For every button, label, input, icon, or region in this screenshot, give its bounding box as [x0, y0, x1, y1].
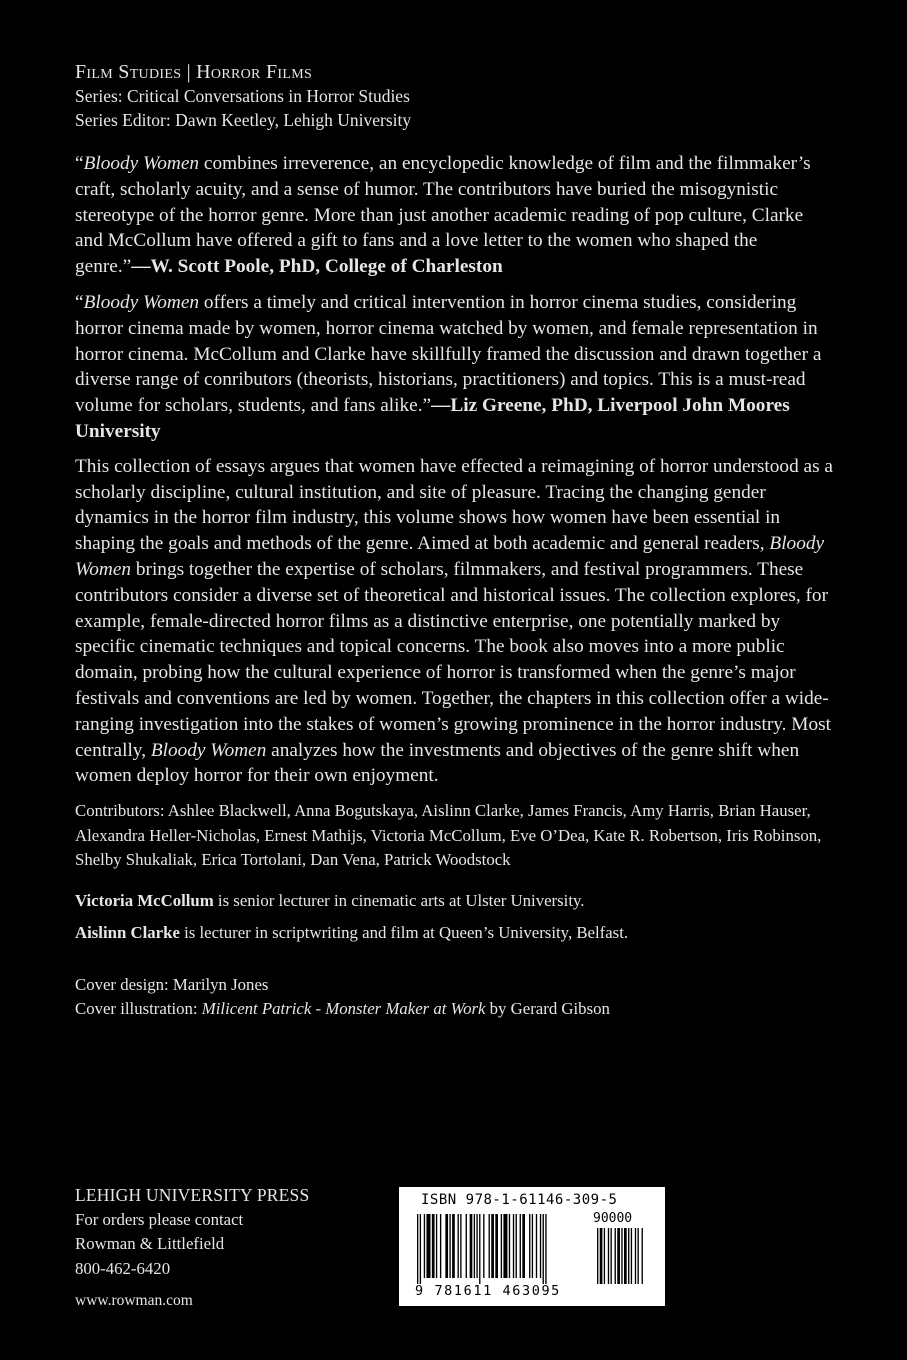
endorsement-quote-2: “Bloody Women offers a timely and critical intervention in horror cinema studies, considering horror cinema made by women, horror cinema watched by women, and female representation in horror cinema. McCollum and Clarke have skillfully framed the discussion and drawn together a diverse range of conributors (theorists, historians, practitioners) and topics. This is a must-read volume for scholars, students, and fans alike.”—Liz Greene, PhD, Liverpool John Moores University	[75, 291, 822, 442]
barcode-bar	[489, 1214, 490, 1278]
barcode-bar	[522, 1214, 525, 1278]
barcode-bar	[424, 1214, 425, 1278]
addon-bar	[628, 1228, 629, 1284]
barcode-bars	[417, 1214, 652, 1284]
barcode-bar	[545, 1214, 546, 1284]
addon-bar	[635, 1228, 636, 1284]
barcode-bar	[516, 1214, 517, 1278]
subject-category: Film Studies | Horror Films	[75, 61, 313, 83]
book-title: Bloody Women	[150, 739, 267, 761]
endorsement-quote-1: “Bloody Women combines irreverence, an encyclopedic knowledge of film and the filmmaker’s craft, scholarly acuity, and a sense of humor. The contributors have buried the misogynistic stereotype of the horror genre. More than just another academic reading of pop culture, Clarke and McCollum have offered a gift to fans and a love letter to the women who shaped the genre.”—W. Scott Poole, PhD, College of Charleston	[75, 153, 811, 278]
series-header	[75, 60, 835, 132]
addon-bar	[600, 1228, 603, 1284]
barcode-bar	[495, 1214, 498, 1278]
barcode-bar	[426, 1214, 430, 1278]
cover-design-credit: Cover design: Marilyn Jones	[75, 974, 269, 994]
addon-bar	[597, 1228, 598, 1284]
series-name: Series: Critical Conversations in Horror Studies	[75, 86, 410, 106]
back-cover-text	[75, 60, 835, 1021]
addon-bar	[638, 1228, 639, 1284]
barcode-bar	[440, 1214, 441, 1278]
barcode-bar	[536, 1214, 537, 1278]
barcode-bar	[543, 1214, 544, 1284]
addon-bar	[621, 1228, 622, 1284]
barcode-bar	[432, 1214, 435, 1278]
addon-bar	[617, 1228, 620, 1284]
barcode-bar	[491, 1214, 494, 1278]
publisher-block	[75, 1183, 309, 1314]
barcode-bar	[458, 1214, 459, 1278]
barcode-bar	[470, 1214, 473, 1278]
barcode-bar	[540, 1214, 541, 1278]
quote-attribution: —Liz Greene, PhD, Liverpool John Moores University	[75, 395, 790, 442]
price-code: 90000	[593, 1211, 633, 1226]
publisher-url: www.rowman.com	[75, 1292, 193, 1309]
ean-digits: 9 781611 463095	[415, 1283, 561, 1299]
book-title: Bloody Women	[75, 533, 825, 580]
distributor-name: Rowman & Littlefield	[75, 1234, 225, 1253]
book-title: Bloody Women	[83, 291, 200, 313]
barcode-bar	[479, 1214, 480, 1284]
addon-bar	[608, 1228, 609, 1284]
barcode-bar	[452, 1214, 455, 1278]
addon-bar	[611, 1228, 612, 1284]
barcode-bar	[476, 1214, 477, 1278]
barcode-bar	[449, 1214, 450, 1278]
quote-text: offers a timely and critical intervention in horror cinema studies, considering horror cinema made by women, horror cinema watched by women, and female representation in horror cinema. McCollum and Clarke have skillfully framed the discussion and drawn together a diverse range of conributors (theorists, historians, practitioners) and topics. This is a must-read volume for scholars, students, and fans alike.”	[75, 291, 822, 417]
barcode-bar	[436, 1214, 437, 1278]
bio-name: Aislinn Clarke	[75, 922, 180, 942]
bio-name: Victoria McCollum	[75, 890, 214, 910]
contributors-list: Contributors: Ashlee Blackwell, Anna Bogutskaya, Aislinn Clarke, James Francis, Amy Harris, Brian Hauser, Alexandra Heller-Nicholas, Ernest Mathijs, Victoria McCollum, Eve O’Dea, Kate R. Robertson, Iris Robinson, Shelby Shukaliak, Erica Tortolani, Dan Vena, Patrick Woodstock	[75, 801, 822, 870]
barcode-bar	[460, 1214, 461, 1278]
barcode-bar	[501, 1214, 502, 1278]
isbn-text: ISBN 978-1-61146-309-5	[421, 1192, 618, 1208]
cover-illustration-credit: Cover illustration: Milicent Patrick - Monster Maker at Work by Gerard Gibson	[75, 998, 610, 1018]
orders-line: For orders please contact	[75, 1209, 244, 1229]
bio-mccollum: Victoria McCollum is senior lecturer in cinematic arts at Ulster University.	[75, 890, 585, 910]
barcode-bar	[483, 1214, 484, 1278]
addon-bar	[631, 1228, 632, 1284]
bio-clarke: Aislinn Clarke is lecturer in scriptwriting and film at Queen’s University, Belfast.	[75, 922, 629, 942]
barcode-bar	[445, 1214, 448, 1278]
cover-credits	[75, 973, 835, 1021]
quote-attribution: —W. Scott Poole, PhD, College of Charleston	[131, 256, 503, 278]
addon-bar	[642, 1228, 643, 1284]
series-editor: Series Editor: Dawn Keetley, Lehigh University	[75, 110, 412, 130]
barcode-bar	[520, 1214, 521, 1278]
barcode-bar	[474, 1214, 475, 1278]
addon-bar	[624, 1228, 627, 1284]
isbn-barcode	[399, 1187, 665, 1306]
editor-bios	[75, 889, 835, 945]
barcode-bar	[503, 1214, 507, 1278]
publisher-name: LEHIGH UNIVERSITY PRESS	[75, 1185, 310, 1205]
barcode-bar	[509, 1214, 510, 1278]
book-description: This collection of essays argues that women have effected a reimagining of horror understood as a scholarly discipline, cultural institution, and site of pleasure. Tracing the changing gender dynamics in the horror film industry, this volume shows how women have been essential in shaping the goals and methods of the genre. Aimed at both academic and general readers, Bloody Women brings together the expertise of scholars, filmmakers, and festival programmers. These contributors consider a diverse set of theoretical and historical issues. The collection explores, for example, female-directed horror films as a distinctive enterprise, one potentially marked by specific cinematic techniques and topical concerns. The book also moves into a more public domain, probing how the cultural experience of horror is transformed when the genre’s major festivals and conventions are led by women. Together, the chapters in this collection offer a wide-ranging investigation into the stakes of women’s growing prominence in the horror industry. Most centrally, Bloody Women analyzes how the investments and objectives of the genre shift when women deploy horror for their own enjoyment.	[75, 455, 833, 787]
addon-bar	[604, 1228, 605, 1284]
barcode-bar	[513, 1214, 514, 1278]
barcode-bar	[529, 1214, 530, 1278]
barcode-bar	[417, 1214, 418, 1284]
barcode-bar	[420, 1214, 421, 1284]
barcode-bar	[532, 1214, 533, 1278]
book-title: Bloody Women	[83, 153, 200, 174]
barcode-bar	[466, 1214, 467, 1278]
phone-number: 800-462-6420	[75, 1258, 171, 1278]
quote-text: combines irreverence, an encyclopedic knowledge of film and the filmmaker’s craft, scholarly acuity, and a sense of humor. The contributors have buried the misogynistic stereotype of the horror genre. More than just another academic reading of pop culture, Clarke and McCollum have offered a gift to fans and a love letter to the women who shaped the genre.”	[75, 153, 811, 278]
addon-bar	[615, 1228, 616, 1284]
